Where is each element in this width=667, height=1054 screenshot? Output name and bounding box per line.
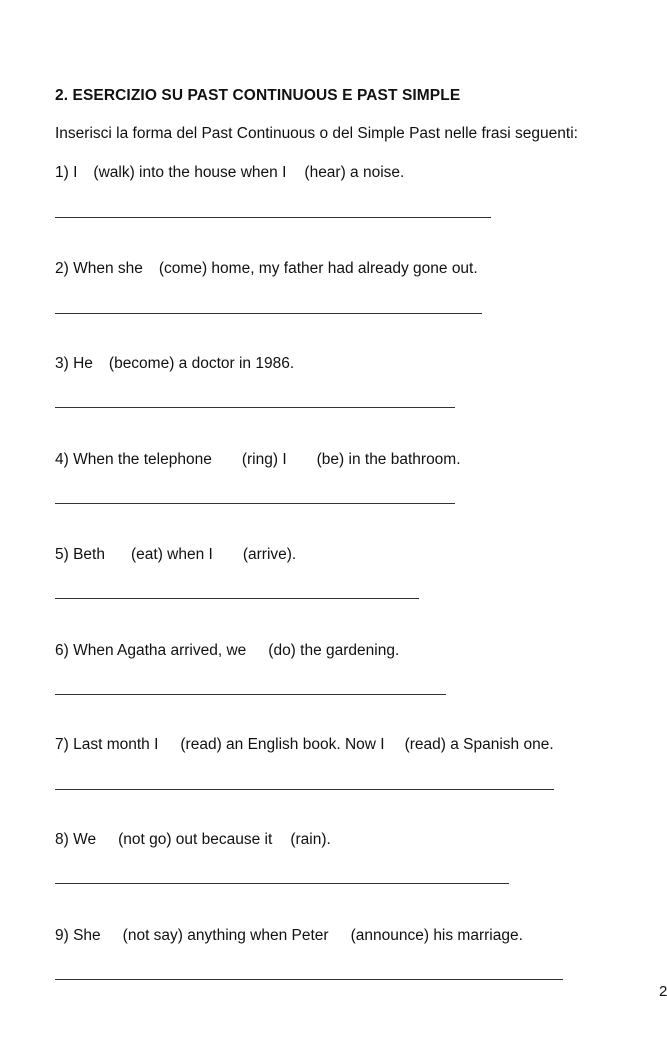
question-9: [55, 927, 523, 945]
question-3-part-1: 3) He: [55, 355, 93, 372]
answer-line-9[interactable]: [55, 979, 563, 980]
question-8: [55, 831, 331, 849]
question-3: [55, 355, 294, 373]
exercise-title: 2. ESERCIZIO SU PAST CONTINUOUS E PAST SIMPLE: [55, 87, 461, 104]
question-5-part-3: (arrive).: [242, 546, 297, 563]
answer-line-8[interactable]: [55, 883, 509, 884]
question-8-part-2: (not go) out because it: [118, 831, 273, 848]
question-7-part-2: (read) an English book. Now I: [180, 736, 385, 753]
question-4-part-3: (be) in the bathroom.: [316, 451, 461, 468]
question-5-part-1: 5) Beth: [55, 546, 105, 563]
exercise-instruction: Inserisci la forma del Past Continuous o del Simple Past nelle frasi seguenti:: [55, 125, 578, 142]
question-1-part-3: (hear) a noise.: [304, 164, 405, 181]
question-1-part-1: 1) I: [55, 164, 78, 181]
question-6-part-2: (do) the gardening.: [268, 642, 400, 659]
question-8-part-1: 8) We: [55, 831, 97, 848]
answer-line-6[interactable]: [55, 694, 446, 695]
question-2-part-2: (come) home, my father had already gone out.: [158, 260, 478, 277]
question-7: [55, 736, 554, 754]
question-7-part-1: 7) Last month I: [55, 736, 159, 753]
answer-line-3[interactable]: [55, 407, 455, 408]
question-1: [55, 164, 404, 182]
question-5: [55, 546, 296, 564]
page-number: 2: [659, 983, 667, 1000]
question-1-part-2: (walk) into the house when I: [93, 164, 287, 181]
answer-line-7[interactable]: [55, 789, 554, 790]
answer-line-2[interactable]: [55, 313, 482, 314]
question-5-part-2: (eat) when I: [130, 546, 213, 563]
question-6-part-1: 6) When Agatha arrived, we: [55, 642, 247, 659]
answer-line-1[interactable]: [55, 217, 491, 218]
question-7-part-3: (read) a Spanish one.: [404, 736, 554, 753]
question-2: [55, 260, 478, 278]
question-9-part-2: (not say) anything when Peter: [122, 927, 329, 944]
question-4: [55, 451, 461, 469]
question-8-part-3: (rain).: [290, 831, 331, 848]
question-6: [55, 642, 399, 660]
answer-line-4[interactable]: [55, 503, 455, 504]
answer-line-5[interactable]: [55, 598, 419, 599]
question-9-part-1: 9) She: [55, 927, 101, 944]
question-3-part-2: (become) a doctor in 1986.: [108, 355, 295, 372]
question-4-part-2: (ring) I: [241, 451, 287, 468]
question-9-part-3: (announce) his marriage.: [350, 927, 523, 944]
question-2-part-1: 2) When she: [55, 260, 143, 277]
question-4-part-1: 4) When the telephone: [55, 451, 212, 468]
